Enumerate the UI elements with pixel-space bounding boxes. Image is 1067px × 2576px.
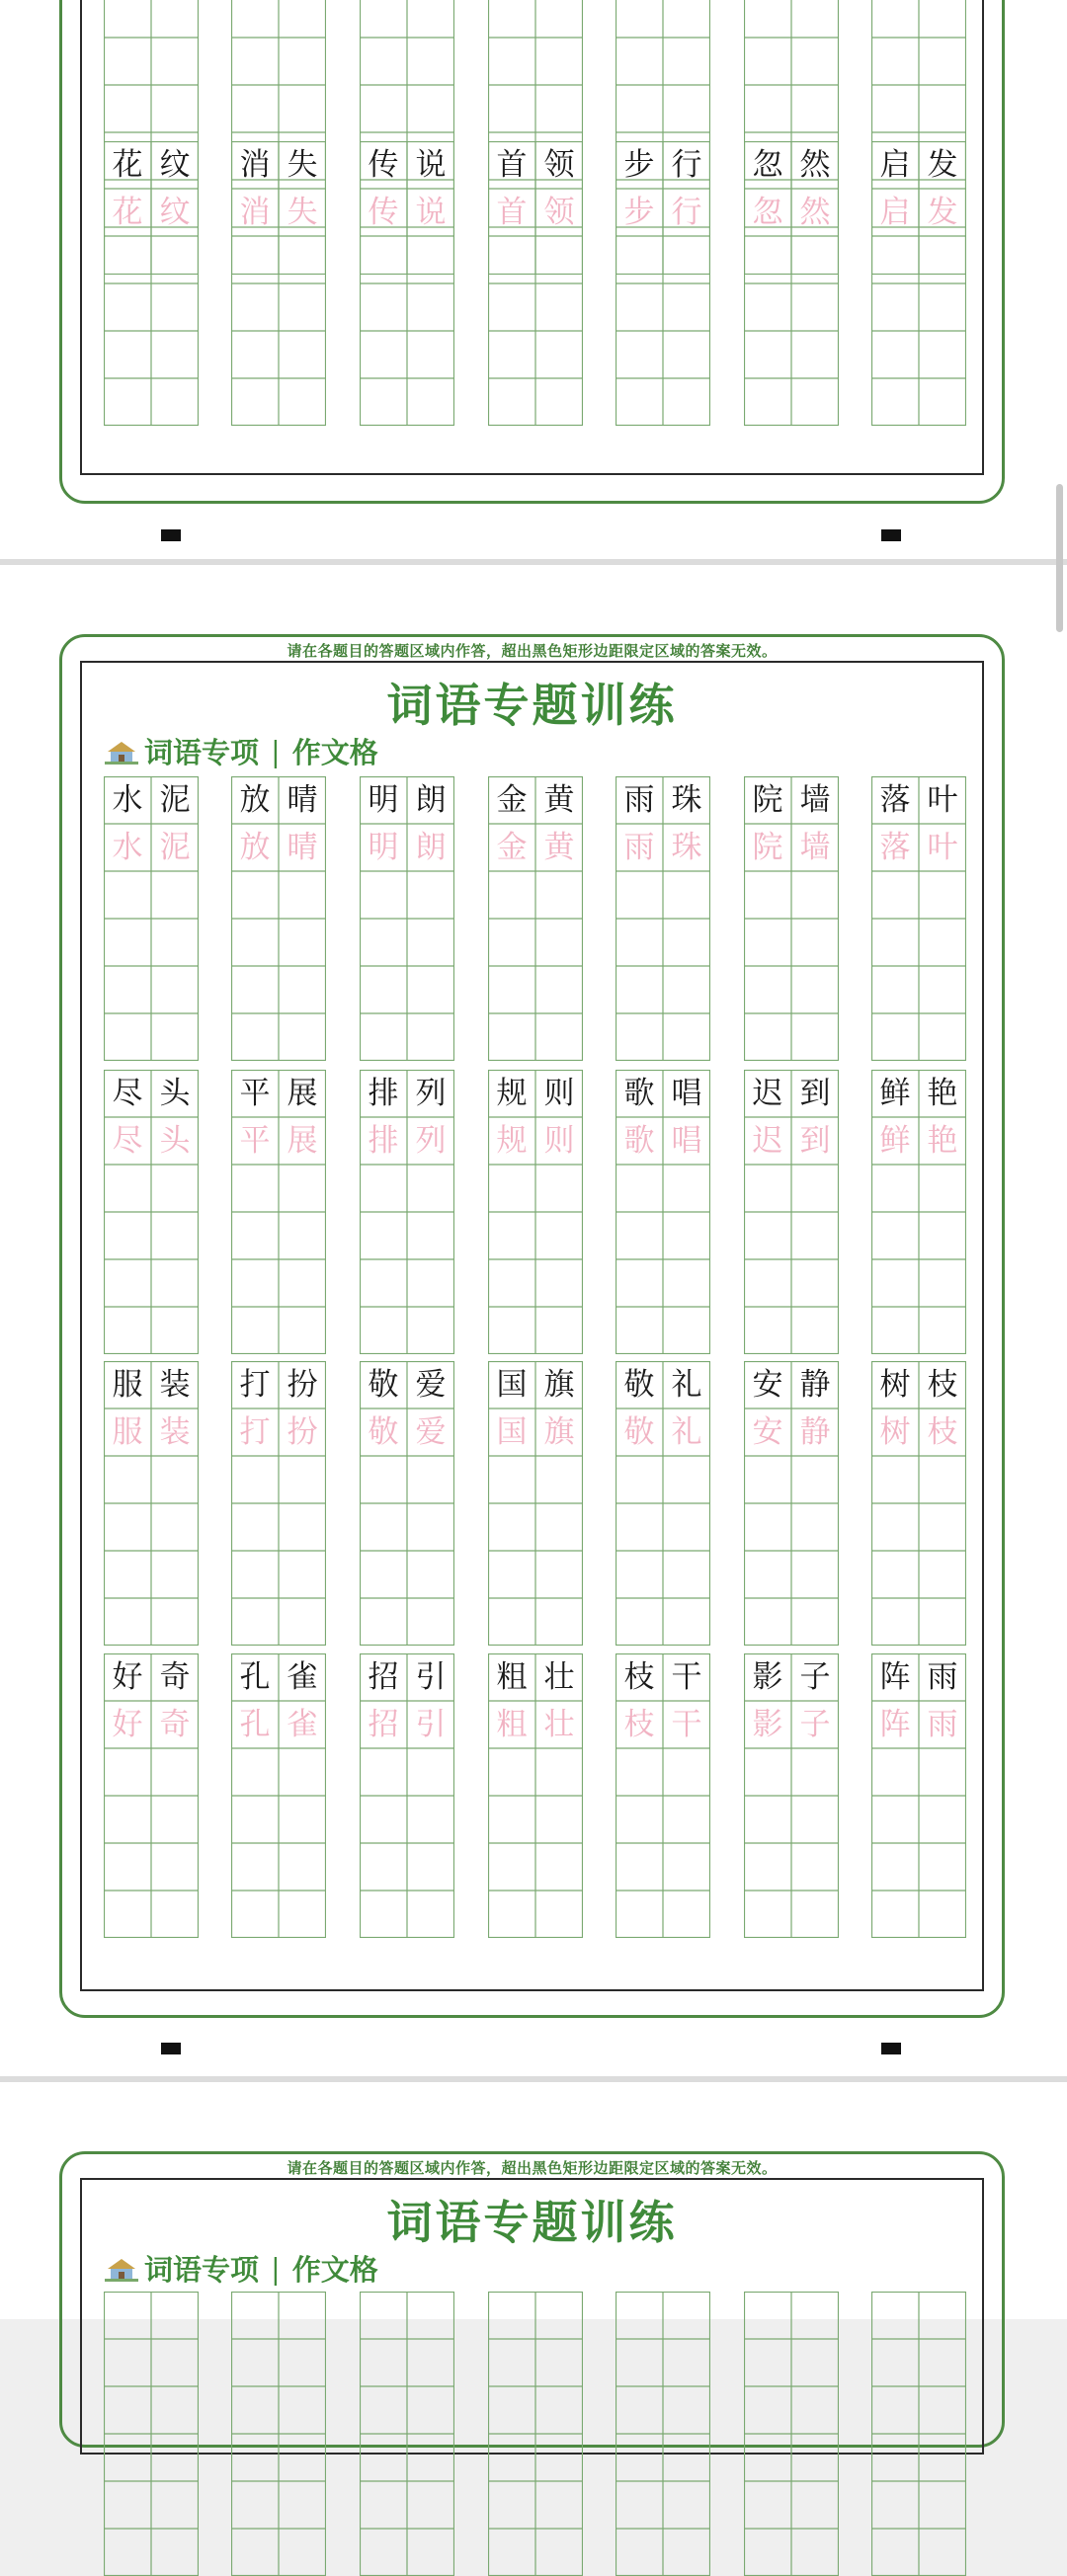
word-practice-block[interactable]: [104, 776, 199, 1061]
model-character: 国: [496, 1367, 528, 1403]
word-practice-block[interactable]: [104, 1653, 199, 1938]
trace-character: 服: [112, 1414, 143, 1450]
model-character: 雀: [287, 1659, 318, 1695]
trace-character: 平: [239, 1123, 271, 1159]
word-practice-block[interactable]: [744, 1361, 839, 1646]
word-practice-block[interactable]: [231, 1361, 326, 1646]
word-practice-block[interactable]: [616, 1653, 710, 1938]
model-character: 金: [496, 782, 528, 818]
trace-character: 爱: [415, 1414, 447, 1450]
trace-character: 雨: [927, 1707, 958, 1742]
model-character: 到: [799, 1076, 831, 1111]
word-practice-block[interactable]: [744, 776, 839, 1061]
model-character: 枝: [927, 1367, 958, 1403]
trace-character: 阵: [879, 1707, 911, 1742]
model-character: 晴: [287, 782, 318, 818]
trace-character: 敬: [623, 1414, 655, 1450]
word-practice-block[interactable]: [488, 1653, 583, 1938]
writing-grid: [360, 2292, 454, 2576]
model-character: 步: [623, 147, 655, 183]
model-character: 失: [287, 147, 318, 183]
section-separator: |: [271, 734, 281, 768]
word-practice-block[interactable]: [488, 2292, 583, 2576]
trace-character: 尽: [112, 1123, 143, 1159]
section-label: 词语专项: [144, 2253, 260, 2287]
model-character: 敬: [623, 1367, 655, 1403]
trace-character: 水: [112, 830, 143, 865]
word-practice-block[interactable]: [616, 1070, 710, 1354]
trace-character: 枝: [623, 1707, 655, 1742]
trace-character: 扮: [287, 1414, 318, 1450]
model-character: 艳: [927, 1076, 958, 1111]
section-label: 词语专项: [144, 736, 260, 769]
trace-character: 叶: [927, 830, 958, 865]
model-character: 水: [112, 782, 143, 818]
trace-character: 装: [159, 1414, 191, 1450]
model-character: 领: [543, 147, 575, 183]
word-practice-block[interactable]: [871, 776, 966, 1061]
trace-character: 鲜: [879, 1123, 911, 1159]
model-character: 安: [752, 1367, 783, 1403]
model-character: 壮: [543, 1659, 575, 1695]
trace-character: 唱: [671, 1123, 702, 1159]
model-character: 雨: [927, 1659, 958, 1695]
word-practice-block[interactable]: [488, 1361, 583, 1646]
model-character: 泥: [159, 782, 191, 818]
trace-character: 雀: [287, 1707, 318, 1742]
model-character: 枝: [623, 1659, 655, 1695]
model-character: 敬: [368, 1367, 399, 1403]
word-practice-block[interactable]: [616, 776, 710, 1061]
model-character: 黄: [543, 782, 575, 818]
trace-character: 发: [927, 195, 958, 230]
model-character: 礼: [671, 1367, 702, 1403]
trace-character: 首: [496, 195, 528, 230]
word-practice-block[interactable]: [231, 141, 326, 426]
trace-character: 雨: [623, 830, 655, 865]
trace-character: 枝: [927, 1414, 958, 1450]
house-icon: [105, 739, 138, 765]
trace-character: 领: [543, 195, 575, 230]
model-character: 迟: [752, 1076, 783, 1111]
page-title: 词语专题训练: [386, 679, 678, 732]
trace-character: 壮: [543, 1707, 575, 1742]
section-sublabel: 作文格: [291, 736, 378, 769]
trace-character: 朗: [415, 830, 447, 865]
model-character: 静: [799, 1367, 831, 1403]
model-character: 珠: [671, 782, 702, 818]
trace-character: 消: [239, 195, 271, 230]
registration-mark-right: [881, 2043, 901, 2054]
word-practice-block[interactable]: [360, 141, 454, 426]
model-character: 扮: [287, 1367, 318, 1403]
trace-character: 干: [671, 1707, 702, 1742]
trace-character: 规: [496, 1123, 528, 1159]
trace-character: 列: [415, 1123, 447, 1159]
writing-grid: [104, 2292, 199, 2576]
trace-character: 传: [368, 195, 399, 230]
trace-character: 艳: [927, 1123, 958, 1159]
word-practice-block[interactable]: [488, 141, 583, 426]
word-practice-block[interactable]: [360, 776, 454, 1061]
model-character: 平: [239, 1076, 271, 1111]
model-character: 爱: [415, 1367, 447, 1403]
model-character: 则: [543, 1076, 575, 1111]
trace-character: 花: [112, 195, 143, 230]
model-character: 奇: [159, 1659, 191, 1695]
trace-character: 珠: [671, 830, 702, 865]
model-character: 花: [112, 147, 143, 183]
trace-character: 粗: [496, 1707, 528, 1742]
model-character: 启: [879, 147, 911, 183]
trace-character: 步: [623, 195, 655, 230]
model-character: 规: [496, 1076, 528, 1111]
trace-character: 旗: [543, 1414, 575, 1450]
trace-character: 院: [752, 830, 783, 865]
trace-character: 静: [799, 1414, 831, 1450]
page-title: 词语专题训练: [386, 2196, 678, 2249]
word-practice-block[interactable]: [104, 1070, 199, 1354]
trace-character: 安: [752, 1414, 783, 1450]
word-practice-block[interactable]: [231, 2292, 326, 2576]
writing-grid: [616, 2292, 710, 2576]
trace-character: 然: [799, 195, 831, 230]
word-practice-block[interactable]: [744, 2292, 839, 2576]
model-character: 招: [368, 1659, 399, 1695]
trace-character: 忽: [752, 195, 783, 230]
word-practice-block[interactable]: [871, 1070, 966, 1354]
trace-character: 展: [287, 1123, 318, 1159]
model-character: 装: [159, 1367, 191, 1403]
model-character: 排: [368, 1076, 399, 1111]
model-character: 好: [112, 1659, 143, 1695]
word-practice-block[interactable]: [104, 2292, 199, 2576]
model-character: 阵: [879, 1659, 911, 1695]
trace-character: 墙: [799, 830, 831, 865]
model-character: 粗: [496, 1659, 528, 1695]
word-practice-block[interactable]: [104, 141, 199, 426]
registration-mark-left: [161, 2043, 181, 2054]
trace-character: 打: [239, 1414, 271, 1450]
answer-notice: 请在各题目的答题区域内作答，超出黑色矩形边距限定区域的答案无效。: [287, 2159, 778, 2177]
trace-character: 明: [368, 830, 399, 865]
word-practice-block[interactable]: [871, 141, 966, 426]
trace-character: 国: [496, 1414, 528, 1450]
model-character: 影: [752, 1659, 783, 1695]
model-character: 打: [239, 1367, 271, 1403]
trace-character: 好: [112, 1707, 143, 1742]
model-character: 发: [927, 147, 958, 183]
model-character: 列: [415, 1076, 447, 1111]
trace-character: 子: [799, 1707, 831, 1742]
trace-character: 迟: [752, 1123, 783, 1159]
model-character: 首: [496, 147, 528, 183]
model-character: 唱: [671, 1076, 702, 1111]
model-character: 子: [799, 1659, 831, 1695]
trace-character: 头: [159, 1123, 191, 1159]
model-character: 放: [239, 782, 271, 818]
trace-character: 黄: [543, 830, 575, 865]
model-character: 叶: [927, 782, 958, 818]
section-heading: [105, 2248, 378, 2289]
trace-character: 树: [879, 1414, 911, 1450]
section-separator: |: [271, 2251, 281, 2286]
registration-mark-right: [881, 529, 901, 541]
word-practice-block[interactable]: [488, 1070, 583, 1354]
word-practice-block[interactable]: [744, 141, 839, 426]
trace-character: 启: [879, 195, 911, 230]
model-character: 歌: [623, 1076, 655, 1111]
trace-character: 引: [415, 1707, 447, 1742]
model-character: 展: [287, 1076, 318, 1111]
model-character: 传: [368, 147, 399, 183]
word-practice-block[interactable]: [360, 1361, 454, 1646]
trace-character: 歌: [623, 1123, 655, 1159]
word-practice-block[interactable]: [360, 1653, 454, 1938]
model-character: 朗: [415, 782, 447, 818]
model-character: 服: [112, 1367, 143, 1403]
word-practice-block[interactable]: [231, 776, 326, 1061]
trace-character: 敬: [368, 1414, 399, 1450]
model-character: 雨: [623, 782, 655, 818]
section-sublabel: 作文格: [291, 2253, 378, 2287]
model-character: 说: [415, 147, 447, 183]
trace-character: 落: [879, 830, 911, 865]
trace-character: 失: [287, 195, 318, 230]
model-character: 纹: [159, 147, 191, 183]
trace-character: 孔: [239, 1707, 271, 1742]
trace-character: 奇: [159, 1707, 191, 1742]
writing-grid: [744, 2292, 839, 2576]
model-character: 落: [879, 782, 911, 818]
model-character: 树: [879, 1367, 911, 1403]
writing-grid: [871, 2292, 966, 2576]
word-practice-block[interactable]: [871, 1361, 966, 1646]
trace-character: 纹: [159, 195, 191, 230]
model-character: 明: [368, 782, 399, 818]
word-practice-block[interactable]: [744, 1653, 839, 1938]
model-character: 旗: [543, 1367, 575, 1403]
writing-grid: [488, 2292, 583, 2576]
model-character: 院: [752, 782, 783, 818]
model-character: 墙: [799, 782, 831, 818]
model-character: 孔: [239, 1659, 271, 1695]
trace-character: 行: [671, 195, 702, 230]
trace-character: 影: [752, 1707, 783, 1742]
model-character: 干: [671, 1659, 702, 1695]
model-character: 然: [799, 147, 831, 183]
answer-notice: 请在各题目的答题区域内作答，超出黑色矩形边距限定区域的答案无效。: [287, 642, 778, 660]
model-character: 尽: [112, 1076, 143, 1111]
trace-character: 泥: [159, 830, 191, 865]
word-practice-block[interactable]: [104, 1361, 199, 1646]
word-practice-block[interactable]: [616, 141, 710, 426]
trace-character: 则: [543, 1123, 575, 1159]
model-character: 头: [159, 1076, 191, 1111]
writing-grid: [231, 2292, 326, 2576]
model-character: 引: [415, 1659, 447, 1695]
trace-character: 到: [799, 1123, 831, 1159]
trace-character: 礼: [671, 1414, 702, 1450]
word-practice-block[interactable]: [231, 1070, 326, 1354]
trace-character: 放: [239, 830, 271, 865]
trace-character: 金: [496, 830, 528, 865]
word-practice-block[interactable]: [616, 1361, 710, 1646]
word-practice-block[interactable]: [871, 2292, 966, 2576]
word-practice-block[interactable]: [744, 1070, 839, 1354]
model-character: 行: [671, 147, 702, 183]
registration-mark-left: [161, 529, 181, 541]
word-practice-block[interactable]: [360, 1070, 454, 1354]
scrollbar-thumb[interactable]: [1056, 484, 1063, 632]
trace-character: 说: [415, 195, 447, 230]
word-practice-block[interactable]: [871, 1653, 966, 1938]
trace-character: 排: [368, 1123, 399, 1159]
trace-character: 招: [368, 1707, 399, 1742]
house-icon: [105, 2256, 138, 2282]
word-practice-block[interactable]: [488, 776, 583, 1061]
word-practice-block[interactable]: [360, 2292, 454, 2576]
word-practice-block[interactable]: [616, 2292, 710, 2576]
model-character: 鲜: [879, 1076, 911, 1111]
word-practice-block[interactable]: [231, 1653, 326, 1938]
model-character: 消: [239, 147, 271, 183]
model-character: 忽: [752, 147, 783, 183]
section-heading: [105, 731, 378, 771]
trace-character: 晴: [287, 830, 318, 865]
